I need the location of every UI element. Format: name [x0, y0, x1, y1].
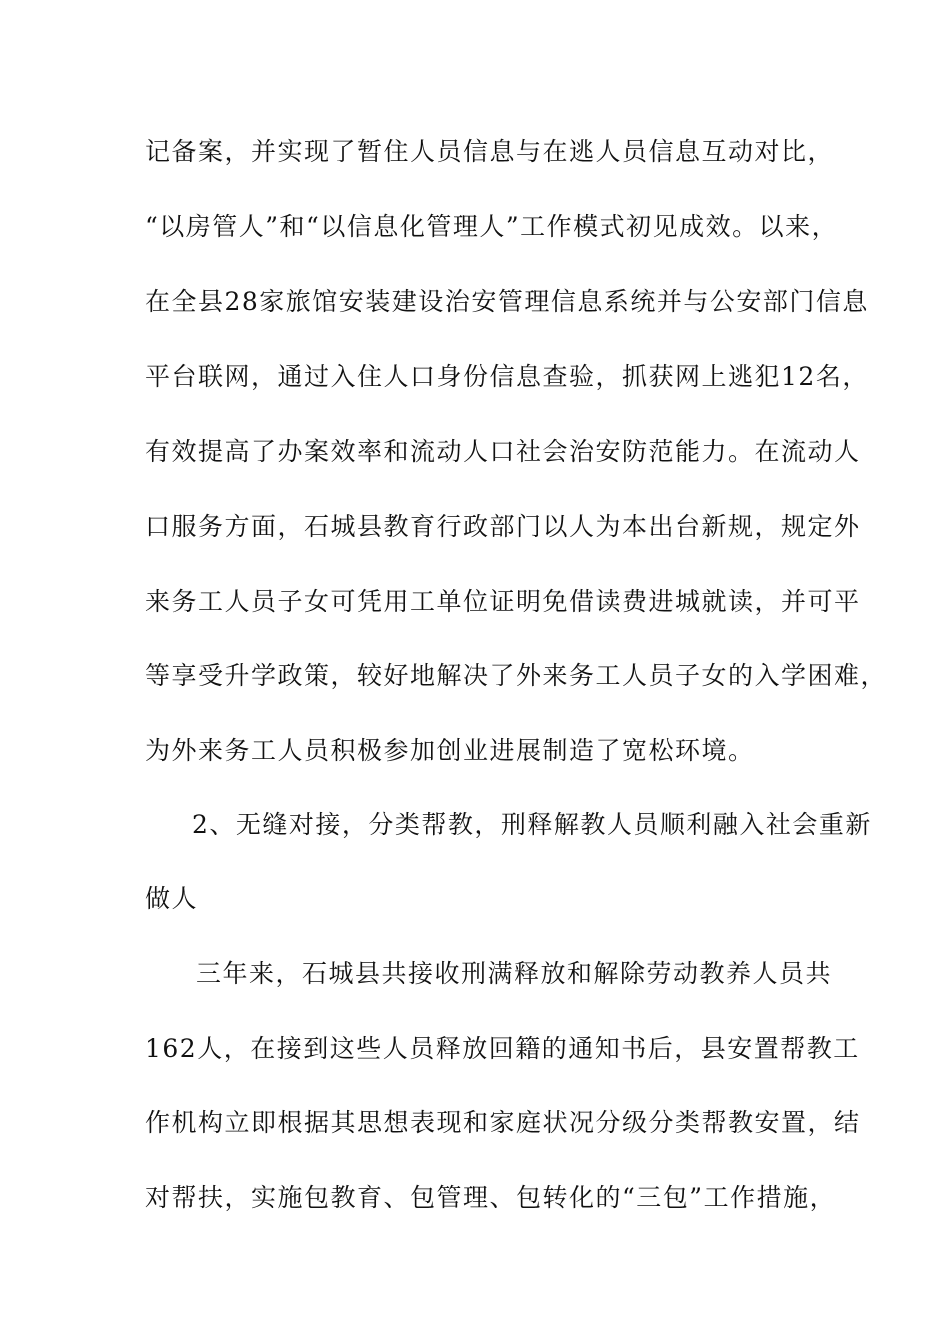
- section-heading-continuation: 做人: [145, 884, 199, 913]
- text-line: “以房管人”和“以信息化管理人”工作模式初见成效。以来，: [145, 212, 839, 241]
- text-line: 对帮扶，实施包教育、包管理、包转化的“三包”工作措施，: [145, 1183, 837, 1212]
- text-line: 记备案，并实现了暂住人员信息与在逃人员信息互动对比，: [145, 137, 835, 166]
- text-line: 有效提高了办案效率和流动人口社会治安防范能力。在流动人: [145, 437, 861, 466]
- text-line: 在全县28家旅馆安装建设治安管理信息系统并与公安部门信息: [145, 287, 869, 316]
- text-line: 为外来务工人员积极参加创业进展制造了宽松环境。: [145, 736, 755, 765]
- text-line: 作机构立即根据其思想表现和家庭状况分级分类帮教安置，结: [145, 1108, 861, 1137]
- section-heading: 2、无缝对接，分类帮教，刑释解教人员顺利融入社会重新: [192, 810, 872, 839]
- paragraph-first-line: 三年来，石城县共接收刑满释放和解除劳动教养人员共: [196, 959, 833, 988]
- text-line: 等享受升学政策，较好地解决了外来务工人员子女的入学困难，: [145, 661, 888, 690]
- text-line: 口服务方面，石城县教育行政部门以人为本出台新规，规定外: [145, 512, 861, 541]
- text-line: 来务工人员子女可凭用工单位证明免借读费进城就读，并可平: [145, 587, 861, 616]
- text-line: 162人，在接到这些人员释放回籍的通知书后，县安置帮教工: [145, 1034, 860, 1063]
- text-line: 平台联网，通过入住人口身份信息查验，抓获网上逃犯12名，: [145, 362, 869, 391]
